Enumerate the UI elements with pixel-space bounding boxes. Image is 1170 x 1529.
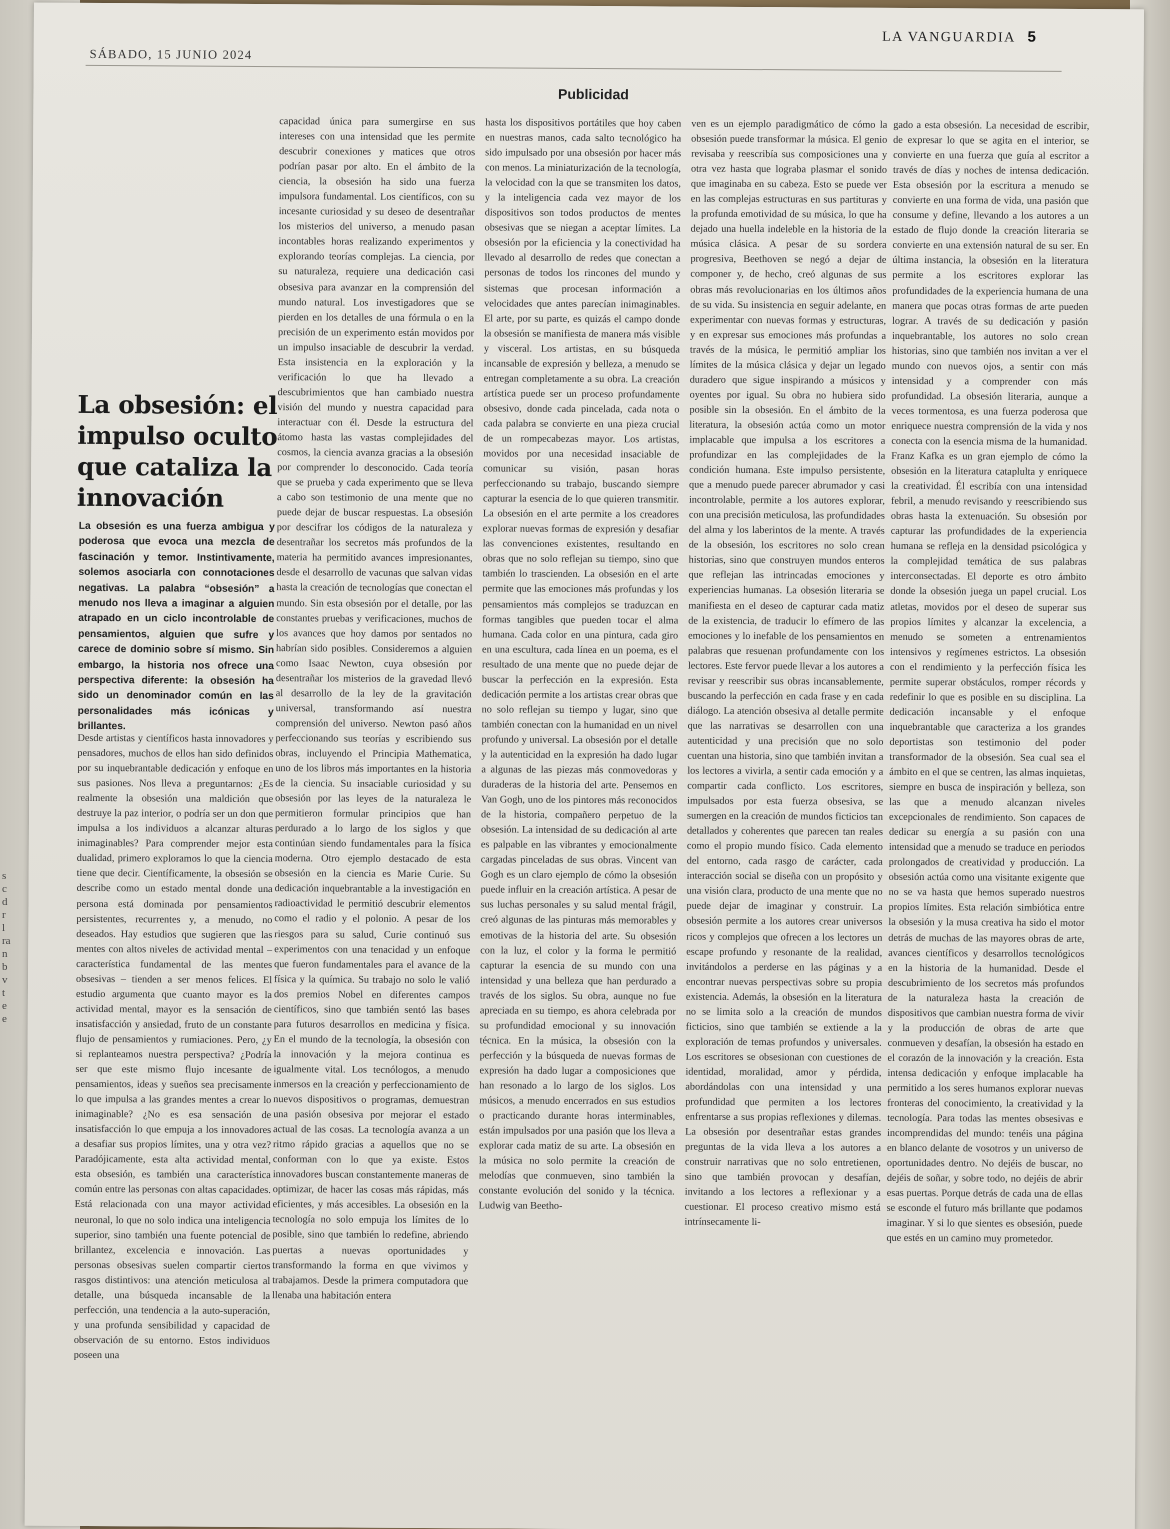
- article-headline: La obsesión: el impulso oculto que cataliza la innovación: [76, 389, 278, 513]
- newspaper-name: LA VANGUARDIA: [882, 29, 1016, 46]
- header-rule: [86, 65, 1062, 72]
- adjacent-page-fragment: s c d r l ra n b v t e e: [2, 870, 11, 1025]
- article-column-2: capacidad única para sumergirse en sus intereses con una intensidad que les permite descubrir conexiones y matices que otros podrían pasar por alto. En el ámbito de la ciencia, la obsesión ha sido una fuerza impulsora fundamental. Los científicos, con su incesante curiosidad y su deseo de desentrañar los misterios del universo, a menudo pasan incontables horas realizando experimentos y explorando teorías complejas. La ciencia, por su naturaleza, requiere una dedicación casi obsesiva para avanzar en la comprensión del mundo natural. Los investigadores que se pierden en los detalles de una fórmula o en la precisión de un experimento están movidos por un impulso insaciable de descubrir la verdad. Esta insistencia en la exploración y la verificación lo que ha llevado a descubrimientos que han cambiado nuestra visión del mundo y nuestra capacidad para interactuar con él. Desde la estructura del átomo hasta las vastas complejidades del cosmos, la ciencia avanza gracias a la obsesión por comprender lo desconocido. Cada teoría que se prueba y cada experimento que se lleva a cabo son testimonio de una mente que no puede dejar de buscar respuestas. La obsesión por descifrar los códigos de la naturaleza y desentrañar los secretos más profundos de la materia ha permitido avances impresionantes, desde el desarrollo de vacunas que salvan vidas hasta la creación de tecnologías que conectan el mundo. Sin esta obsesión por el detalle, por las constantes pruebas y verificaciones, muchos de los avances que hoy damos por sentados no habrían sido posibles. Consideremos a alguien como Isaac Newton, cuya obsesión por desentrañar los misterios de la gravedad llevó al desarrollo de la ley de la gravitación universal, transformando así nuestra comprensión del universo. Newton pasó años perfeccionando sus teorías y escribiendo sus obras, incluyendo el Principia Mathematica, uno de los libros más importantes en la historia de la ciencia. Su insaciable curiosidad y su obsesión por las leyes de la naturaleza le permitieron formular principios que han perdurado a lo largo de los siglos y que continúan siendo fundamentales para la física moderna. Otro ejemplo destacado de esta obsesión en la ciencia es Marie Curie. Su dedicación inquebrantable a la investigación en radioactividad le permitió descubrir elementos como el radio y el polonio. A pesar de los riesgos para su salud, Curie continuó sus experimentos con una tenacidad y un enfoque que fueron fundamentales para el avance de la física y la química. Su trabajo no solo le valió dos premios Nobel en diferentes campos científicos, sino que también sentó las bases para futuros desarrollos en medicina y física. En el mundo de la tecnología, la obsesión con la innovación y la mejora continua es igualmente vital. Los tecnólogos, a menudo inmersos en la creación y perfeccionamiento de nuevos dispositivos o programas, demuestran una pasión obsesiva por mejorar el estado actual de las cosas. La tecnología avanza a un ritmo rápido gracias a aquellos que no se conforman con lo que ya existe. Estos innovadores buscan constantemente maneras de optimizar, de hacer las cosas más rápidas, más eficientes, y más accesibles. La obsesión en la tecnología no solo empuja los límites de lo posible, sino que también lo redefine, abriendo puertas a nuevas oportunidades y transformando la forma en que vivimos y trabajamos. Desde la primera computadora que llenaba una habitación entera: [272, 116, 476, 1302]
- article-column-1: Desde artistas y científicos hasta innovadores y pensadores, muchos de ellos han sido definidos por su inquebrantable dedicación y enfoque en sus pasiones. Nos lleva a preguntarnos: ¿Es realmente la obsesión una maldición que destruye la paz interior, o podría ser un don que impulsa a los individuos a alcanzar alturas inimaginables? Para comprender mejor esta dualidad, primero exploramos lo que la ciencia tiene que decir. Científicamente, la obsesión se describe como un estado mental donde una persona está dominada por pensamientos persistentes, recurrentes y, a menudo, no deseados. Hay estudios que sugieren que las mentes con altos niveles de actividad mental – característica fundamental de las mentes obsesivas – tienden a ser menos felices. El estudio argumenta que cuanto mayor es la actividad mental, mayor es la sensación de insatisfacción y ansiedad, fruto de un constante flujo de pensamientos y rumiaciones. Pero, ¿y si replanteamos nuestra perspectiva? ¿Podría ser que este mismo flujo incesante de pensamientos, ideas y sueños sea precisamente lo que impulsa a las grandes mentes a crear lo inimaginable? ¿No es esa sensación de insatisfacción lo que empuja a los innovadores a desafiar sus propios límites, una y otra vez? Paradójicamente, esta alta actividad mental, esta obsesión, es también una característica común entre las personas con altas capacidades. Está relacionada con una mayor actividad neuronal, lo que no solo indica una inteligencia superior, sino también una fuente potencial de brillantez, excelencia e innovación. Las personas obsesivas suelen compartir ciertos rasgos distintivos: una atención meticulosa al detalle, una búsqueda incansable de la perfección, una tendencia a la auto-superación, y una profunda sensibilidad y capacidad de observación de su entorno. Estos individuos poseen una: [73, 732, 274, 1362]
- issue-date: SÁBADO, 15 JUNIO 2024: [89, 46, 253, 62]
- article-column-5: gado a esta obsesión. La necesidad de escribir, de expresar lo que se agita en el interior, se convierte en una fuerza que guía al escritor a través de días y noches de intensa dedicación. Esta obsesión por la escritura a menudo se convierte en una forma de vida, una pasión que consume y define, llevando a los autores a un estado de flujo donde la creación literaria se convierte en una extensión natural de su ser. En última instancia, la obsesión en la literatura permite a los escritores explorar las profundidades de la experiencia humana de una manera que pocas otras formas de arte pueden lograr. A través de su dedicación y pasión inquebrantable, los autores no solo crean historias, sino que también nos invitan a ver el mundo con nuevos ojos, a sentir con más intensidad y a comprender con más profundidad. La obsesión literaria, aunque a veces tormentosa, es una fuerza poderosa que enriquece nuestra comprensión de la vida y nos conecta con la esencia misma de la humanidad. Franz Kafka es un gran ejemplo de cómo la obsesión en la literatura cataplulta y enriquece la creatividad. Él escribía con una intensidad febril, a menudo revisando y reescribiendo sus obras hasta la extenuación. Su obsesión por capturar las profundidades de la experiencia humana se refleja en la densidad psicológica y la complejidad temática de sus palabras interconsectadas. El deporte es otro ámbito donde la obsesión juega un papel crucial. Los atletas, movidos por el deseo de superar sus propios límites y alcanzar la excelencia, a menudo se someten a entrenamientos intensivos y regímenes estrictos. La obsesión con el rendimiento y la perfección física les permite superar obstáculos, romper récords y redefinir lo que es posible en su disciplina. La dedicación incansable y el enfoque inquebrantable que caracteriza a los grandes deportistas son testimonio del poder transformador de la obsesión. Sea cual sea el ámbito en el que se centren, las almas inquietas, siempre en busca de inspiración y belleza, son las que a menudo alcanzan niveles excepcionales de rendimiento. Son capaces de dedicar su energía a su pasión con una intensidad que a menudo se traduce en periodos prolongados de creatividad y producción. La obsesión actúa como una visitante exigente que no se va hasta que hemos superado nuestros propios límites. Esta relación simbiótica entre la obsesión y la musa creativa ha sido el motor detrás de muchas de las mayores obras de arte, avances científicos y desarrollos tecnológicos en la historia de la humanidad. Desde el descubrimiento de los secretos más profundos de la naturaleza hasta la creación de dispositivos que cambian nuestra forma de vivir y la producción de obras de arte que conmueven y desafían, la obsesión ha estado en el corazón de la innovación y la creación. Esta intensa dedicación y enfoque implacable ha permitido a los seres humanos explorar nuevas fronteras del conocimiento, la creatividad y la tecnología. Para todas las mentes obsesivas e incomprendidas del mundo: tenéis una página en blanco delante de vosotros y un universo de oportunidades dentro. No dejéis de buscar, no dejéis de soñar, y sobre todo, no dejéis de abrir esas puertas. Porque detrás de cada una de ellas se esconde el futuro más brillante que podamos imaginar. Y si lo que sientes es obsesión, puede que estés en un camino muy prometedor.: [886, 119, 1090, 1246]
- article-column-3: hasta los dispositivos portátiles que hoy caben en nuestras manos, cada salto tecnológico ha sido impulsado por una obsesión por hacer más con menos. La miniaturización de la tecnología, la velocidad con la que se transmiten los datos, y la inteligencia cada vez mayor de los dispositivos son todos productos de mentes obsesivas que se niegan a aceptar límites. La obsesión por la eficiencia y la conectividad ha llevado al desarrollo de redes que conectan a personas de todos los rincones del mundo y sistemas que procesan información a velocidades que antes parecían inimaginables. El arte, por su parte, es quizás el campo donde la obsesión se manifiesta de manera más visible y visceral. Los artistas, en su búsqueda incansable de expresión y belleza, a menudo se entregan completamente a su obra. La creación artística puede ser un proceso profundamente obsesivo, donde cada pincelada, cada nota o cada palabra se convierte en una pieza crucial de un rompecabezas mayor. Los artistas, movidos por una necesidad insaciable de comunicar su visión, pasan horas perfeccionando su trabajo, buscando siempre capturar la esencia de lo que quieren transmitir. La obsesión en el arte permite a los creadores explorar nuevas formas de expresión y desafiar las convenciones existentes, resultando en obras que no solo reflejan su tiempo, sino que también lo trascienden. La obsesión en el arte permite que las emociones más profundas y los pensamientos más complejos se traduzcan en formas tangibles que pueden tocar el alma humana. Cada color en una pintura, cada giro en una escultura, cada línea en un poema, es el resultado de una mente que no puede dejar de buscar la perfección en la expresión. Esta dedicación permite a los artistas crear obras que no solo reflejan su tiempo y lugar, sino que también conectan con la humanidad en un nivel profundo y universal. La obsesión por el detalle y la autenticidad en la expresión ha dado lugar a algunas de las piezas más conmovedoras y duraderas de la historia del arte. Pensemos en Van Gogh, uno de los pintores más reconocidos de la historia, compañero perpetuo de la obsesión. La intensidad de su dedicación al arte es palpable en las vibrantes y emocionalmente cargadas pinceladas de sus obras. Vincent van Gogh es un claro ejemplo de cómo la obsesión puede influir en la creación artística. A pesar de sus luchas personales y su salud mental frágil, creó algunas de las pinturas más memorables y emotivas de la historia del arte. Su obsesión con la luz, el color y la forma le permitió capturar la esencia de su mundo con una intensidad y una belleza que han perdurado a través de los siglos. Su obra, aunque no fue apreciada en su tiempo, es ahora celebrada por su profundidad emocional y su innovación técnica. En la música, la obsesión con la perfección y la búsqueda de nuevas formas de expresión ha dado lugar a composiciones que han resonado a lo largo de los siglos. Los músicos, a menudo encerrados en sus estudios o practicando durante horas interminables, están impulsados por una pasión que los lleva a explorar cada matiz de su arte. La obsesión en la música no solo permite la creación de melodías que conmueven, sino también la constante evolución del sonido y la técnica. Ludwig van Beetho-: [478, 117, 682, 1213]
- newspaper-page: [25, 3, 1144, 1529]
- bleed-through-text: [333, 84, 340, 118]
- section-label: Publicidad: [558, 85, 629, 103]
- article-column-4: ven es un ejemplo paradigmático de cómo la obsesión puede transformar la música. El genio revisaba y reescribía sus composiciones una y otra vez hasta que lograba plasmar el sonido que imaginaba en su cabeza. Esto se puede ver en las complejas estructuras en sus partituras y la profunda emotividad de su música, lo que ha dejado una huella indeleble en la historia de la música clásica. A pesar de su sordera progresiva, Beethoven se negó a dejar de componer y, de hecho, creó algunas de sus obras más revolucionarias en los últimos años de su vida. Su insistencia en seguir adelante, en experimentar con nuevas formas y estructuras, y en expresar sus emociones más profundas a través de la música, le permitió ampliar los límites de la música clásica y dejar un legado duradero que sigue inspirando a músicos y oyentes por igual. Su obra no hubiera sido posible sin la obsesión. En el ámbito de la literatura, la obsesión actúa como un motor implacable que impulsa a los escritores a profundizar en las complejidades de la condición humana. Este impulso persistente, que a menudo puede parecer abrumador y casi incontrolable, permite a los autores explorar, con una precisión meticulosa, las profundidades del alma y los laberintos de la mente. A través de la obsesión, los escritores no solo crean historias, sino que construyen mundos enteros que reflejan las intrincadas emociones y experiencias humanas. La obsesión literaria se manifiesta en el deseo de capturar cada matiz de la existencia, de traducir lo efímero de las emociones y lo inefable de los pensamientos en palabras que resuenan profundamente con los lectores. Este fervor puede llevar a los autores a revisar y reescribir sus obras incansablemente, buscando la perfección en cada frase y en cada diálogo. La atención obsesiva al detalle permite que las narrativas se desarrollen con una autenticidad y una precisión que no solo cuentan una historia, sino que también invitan a los lectores a vivirla, a sentir cada emoción y a compartir cada conflicto. Los escritores, impulsados por esta fuerza obsesiva, se sumergen en la creación de mundos ficticios tan detallados y coherentes que parecen tan reales como el propio mundo físico. Cada elemento del entorno, cada rasgo de carácter, cada interacción social se diseña con un propósito y una visión clara, producto de una mente que no puede dejar de imaginar y construir. La obsesión permite a los autores crear universos ricos y complejos que ofrecen a los lectores un escape profundo y resonante de la realidad, invitándolos a perderse en las páginas y a encontrar nuevas perspectivas sobre su propia existencia. Además, la obsesión en la literatura no se limita solo a la creación de mundos ficticios, sino que también se extiende a la exploración de temas profundos y universales. Los escritores se obsesionan con cuestiones de identidad, moralidad, amor y pérdida, abordándolas con una intensidad y una profundidad que permiten a los lectores enfrentarse a sus propias reflexiones y dilemas. La obsesión por desentrañar estas grandes preguntas de la vida lleva a los autores a construir narrativas que no solo entretienen, sino que también provocan y desafían, invitando a los lectores a reflexionar y a cuestionar. El proceso creativo mismo está intrínsecamente li-: [684, 118, 888, 1229]
- page-number: 5: [1027, 28, 1036, 46]
- article-lead: La obsesión es una fuerza ambigua y poderosa que evoca una mezcla de fascinación y temor. Instintivamente, solemos asociarla con connotaciones negativas. La palabra “obsesión” a menudo nos lleva a imaginar a alguien atrapado en un ciclo incontrolable de pensamientos, alguien que sufre y carece de dominio sobre sí mismo. Sin embargo, la historia nos ofrece una perspectiva diferente: la obsesión ha sido un denominador común en las personalidades más icónicas y brillantes.: [77, 520, 275, 733]
